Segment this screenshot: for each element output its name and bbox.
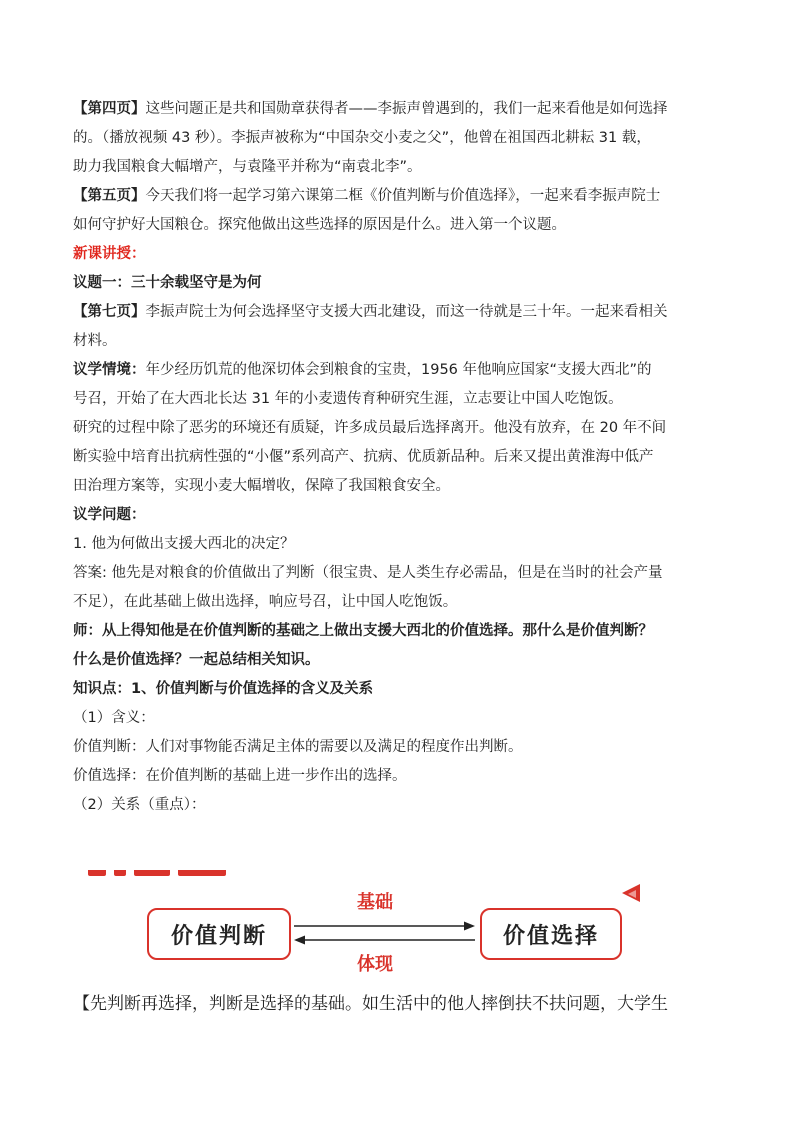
scene-paragraph — [73, 356, 723, 385]
body-text — [73, 95, 723, 820]
section-heading: 新课讲授： — [73, 246, 146, 262]
scene-label: 议学情境： — [73, 362, 146, 378]
cropped-decoration — [88, 870, 238, 882]
manifestation-label: 体现 — [357, 954, 393, 975]
text-line: 李振声院士为何会选择坚守支援大西北建设，而这一待就是三十年。一起来看相关 — [145, 304, 668, 320]
page-tag: 【第五页】 — [73, 188, 146, 204]
value-judgment-box: 价值判断 — [147, 908, 291, 960]
teacher-line: 什么是价值选择？一起总结相关知识。 — [73, 652, 320, 668]
text-line: 断实验中培育出抗病性强的“小偃”系列高产、抗病、优质新品种。后来又提出黄淮海中低产 — [73, 449, 654, 465]
text-line: 年少经历饥荒的他深切体会到粮食的宝贵，1956 年他响应国家“支援大西北”的 — [145, 362, 652, 378]
teacher-line: 师：从上得知他是在价值判断的基础之上做出支援大西北的价值选择。那什么是价值判断？ — [73, 623, 653, 639]
corner-triangle-icon — [620, 882, 642, 904]
answer-line: 不足），在此基础上做出选择，响应号召，让中国人吃饱饭。 — [73, 594, 458, 610]
definition-line: 价值判断：人们对事物能否满足主体的需要以及满足的程度作出判断。 — [73, 739, 523, 755]
page-tag: 【第四页】 — [73, 101, 146, 117]
text-line: 号召，开始了在大西北长达 31 年的小麦遗传育种研究生涯，立志要让中国人吃饱饭。 — [73, 391, 623, 407]
question-label: 议学问题： — [73, 507, 146, 523]
definition-line: 价值选择：在价值判断的基础上进一步作出的选择。 — [73, 768, 407, 784]
meaning-label: （1）含义： — [73, 710, 155, 726]
answer-line: 答案: 他先是对粮食的价值做出了判断（很宝贵、是人类生存必需品，但是在当时的社会产量 — [73, 565, 663, 581]
basis-label: 基础 — [357, 892, 393, 913]
value-choice-box: 价值选择 — [480, 908, 622, 960]
relation-label: （2）关系（重点）： — [73, 797, 206, 813]
relation-diagram — [60, 870, 740, 980]
text-line: 田治理方案等，实现小麦大幅增收，保障了我国粮食安全。 — [73, 478, 450, 494]
continuation-line: 【先判断再选择，判断是选择的基础。如生活中的他人摔倒扶不扶问题，大学生 — [73, 994, 668, 1014]
double-arrow-icon — [292, 918, 477, 948]
paragraph-page4 — [73, 95, 723, 124]
text-line: 如何守护好大国粮仓。探究他做出这些选择的原因是什么。进入第一个议题。 — [73, 217, 566, 233]
paragraph-page5 — [73, 182, 723, 211]
paragraph-page7 — [73, 298, 723, 327]
text-line: 今天我们将一起学习第六课第二框《价值判断与价值选择》，一起来看李振声院士 — [145, 188, 661, 204]
text-line: 这些问题正是共和国勋章获得者——李振声曾遇到的，我们一起来看他是如何选择 — [145, 101, 668, 117]
knowledge-heading: 知识点：1、价值判断与价值选择的含义及关系 — [73, 681, 374, 697]
text-line: 材料。 — [73, 333, 117, 349]
text-line: 助力我国粮食大幅增产，与袁隆平并称为“南袁北李”。 — [73, 159, 422, 175]
text-line: 的。（播放视频 43 秒）。李振声被称为“中国杂交小麦之父”，他曾在祖国西北耕耘 31 载， — [73, 130, 651, 146]
page-tag: 【第七页】 — [73, 304, 146, 320]
question-1: 1. 他为何做出支援大西北的决定？ — [73, 536, 295, 552]
topic-heading: 议题一：三十余载坚守是为何 — [73, 275, 262, 291]
text-line: 研究的过程中除了恶劣的环境还有质疑，许多成员最后选择离开。他没有放弃，在 20 年不间 — [73, 420, 667, 436]
